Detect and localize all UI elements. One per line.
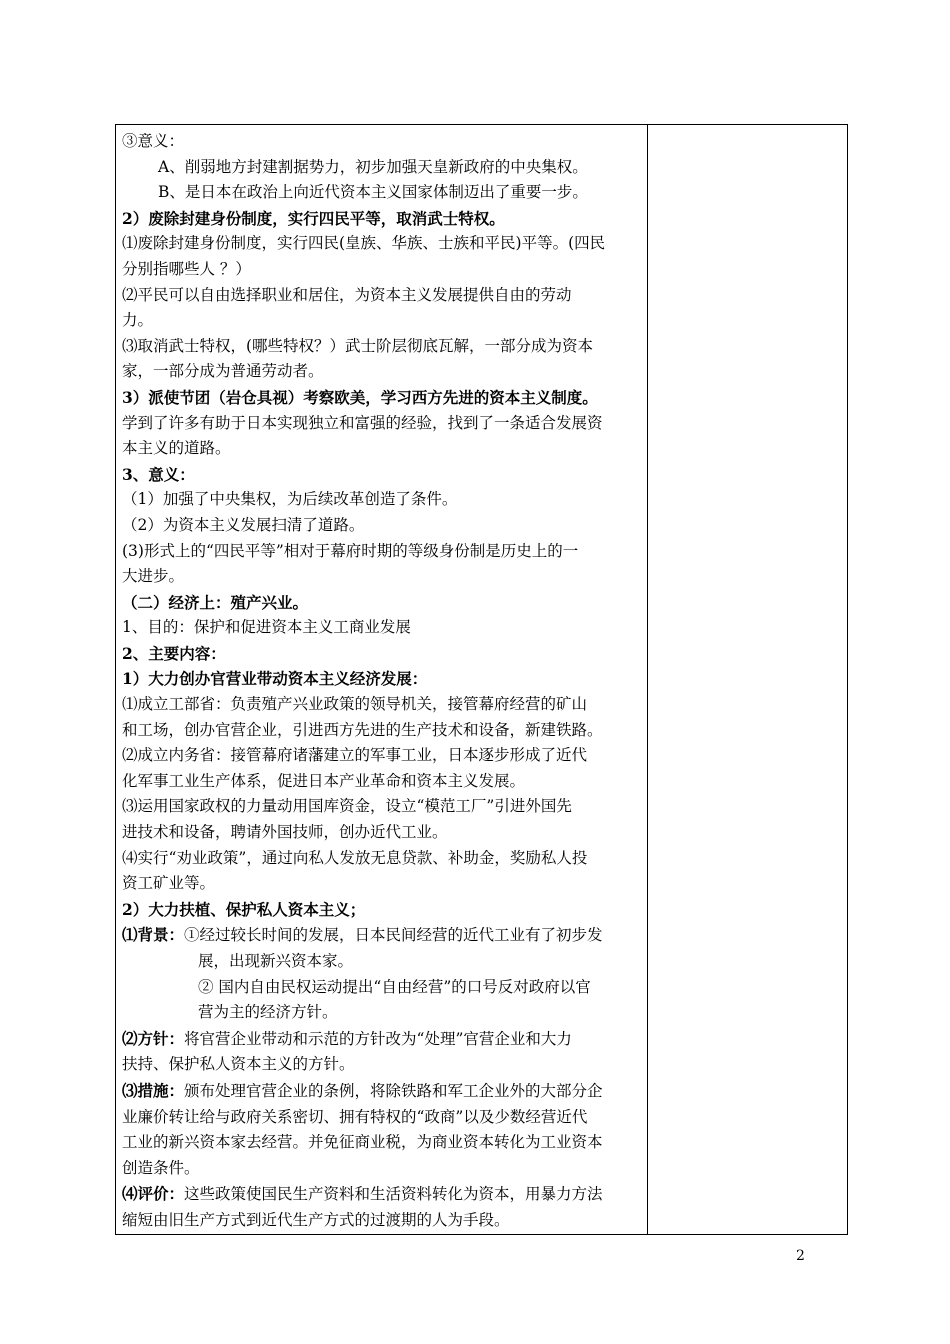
text-line <box>122 1026 641 1053</box>
text-line: ⑶取消武士特权，(哪些特权？）武士阶层彻底瓦解，一部分成为资本 <box>122 336 594 355</box>
text-line: 2、主要内容： <box>122 643 226 663</box>
text-line: 家，一部分成为普通劳动者。 <box>122 362 324 381</box>
text-line: 资工矿业等。 <box>122 874 216 893</box>
main-column-cell <box>116 125 648 1235</box>
text-line: （1）加强了中央集权，为后续改革创造了条件。 <box>122 490 458 509</box>
text-line <box>122 1181 641 1208</box>
content-table <box>115 124 848 1235</box>
line-body: 这些政策使国民生产资料和生活资料转化为资本，用暴力方法 <box>184 1185 603 1204</box>
text-line: 2）废除封建身份制度，实行四民平等，取消武士特权。 <box>122 208 505 228</box>
line-heading: ⑵方针： <box>122 1028 185 1048</box>
text-line: B、是日本在政治上向近代资本主义国家体制迈出了重要一步。 <box>158 183 588 202</box>
text-line: 营为主的经济方针。 <box>198 1003 338 1022</box>
text-line: ③意义： <box>122 132 185 150</box>
text-line: 1）大力创办官营业带动资本主义经济发展： <box>122 669 428 689</box>
line-heading: ⑴背景： <box>122 925 185 945</box>
text-line <box>122 922 641 949</box>
text-line: ⑴成立工部省：负责殖产兴业政策的领导机关，接管幕府经营的矿山 <box>122 695 588 714</box>
text-line: 扶持、保护私人资本主义的方针。 <box>122 1055 355 1074</box>
text-line: 创造条件。 <box>122 1158 200 1177</box>
text-line: 分别指哪些人 ？） <box>122 259 251 278</box>
text-line: 和工场，创办官营企业，引进西方先进的生产技术和设备，新建铁路。 <box>122 720 603 739</box>
text-line: 大进步。 <box>122 567 185 586</box>
text-line: 工业的新兴资本家去经营。并免征商业税，为商业资本转化为工业资本 <box>122 1133 603 1152</box>
text-line: 1、目的：保护和促进资本主义工商业发展 <box>122 618 411 637</box>
text-line: ⑷实行“劝业政策”，通过向私人发放无息贷款、补助金，奖励私人投 <box>122 848 588 867</box>
text-line: ⑴废除封建身份制度，实行四民(皇族、华族、士族和平民)平等。(四民 <box>122 234 606 253</box>
text-line: 力。 <box>122 311 154 330</box>
line-heading: ⑷评价： <box>122 1184 185 1204</box>
text-line: 学到了许多有助于日本实现独立和富强的经验，找到了一条适合发展资 <box>122 413 603 432</box>
text-line: 缩短由旧生产方式到近代生产方式的过渡期的人为手段。 <box>122 1210 510 1229</box>
text-line: A、削弱地方封建割据势力，初步加强天皇新政府的中央集权。 <box>158 157 588 176</box>
text-line: 化军事工业生产体系，促进日本产业革命和资本主义发展。 <box>122 771 526 790</box>
text-line: ⑶运用国家政权的力量动用国库资金，设立“模范工厂”引进外国先 <box>122 797 572 816</box>
text-line: 2）大力扶植、保护私人资本主义； <box>122 899 366 919</box>
text-line: ② 国内自由民权运动提出“自由经营”的口号反对政府以官 <box>198 977 591 996</box>
lesson-text <box>116 125 647 1234</box>
notes-column-cell <box>647 125 847 1235</box>
text-line: （2）为资本主义发展扫清了道路。 <box>122 515 365 534</box>
text-line: （二）经济上：殖产兴业。 <box>122 592 309 612</box>
text-line: 3、意义： <box>122 464 195 484</box>
line-heading: ⑶措施： <box>122 1080 185 1100</box>
page-number: 2 <box>796 1248 805 1264</box>
text-line: ⑵平民可以自由选择职业和居住，为资本主义发展提供自由的劳动 <box>122 285 572 304</box>
text-line: ⑵成立内务省：接管幕府诸藩建立的军事工业，日本逐步形成了近代 <box>122 746 588 765</box>
text-line: 进技术和设备，聘请外国技师，创办近代工业。 <box>122 823 448 842</box>
text-line: 业廉价转让给与政府关系密切、拥有特权的“政商”以及少数经营近代 <box>122 1107 588 1126</box>
line-body: 颁布处理官营企业的条例，将除铁路和军工企业外的大部分企 <box>184 1081 603 1100</box>
text-line <box>122 1078 641 1105</box>
text-line: 本主义的道路。 <box>122 439 231 458</box>
line-body: 将官营企业带动和示范的方针改为“处理”官营企业和大力 <box>184 1029 572 1048</box>
text-line: 3）派使节团（岩仓具视）考察欧美，学习西方先进的资本主义制度。 <box>122 387 598 407</box>
text-line: (3)形式上的“四民平等”相对于幕府时期的等级身份制是历史上的一 <box>122 541 579 560</box>
line-body: ①经过较长时间的发展，日本民间经营的近代工业有了初步发 <box>184 926 603 945</box>
text-line: 展，出现新兴资本家。 <box>198 952 354 970</box>
